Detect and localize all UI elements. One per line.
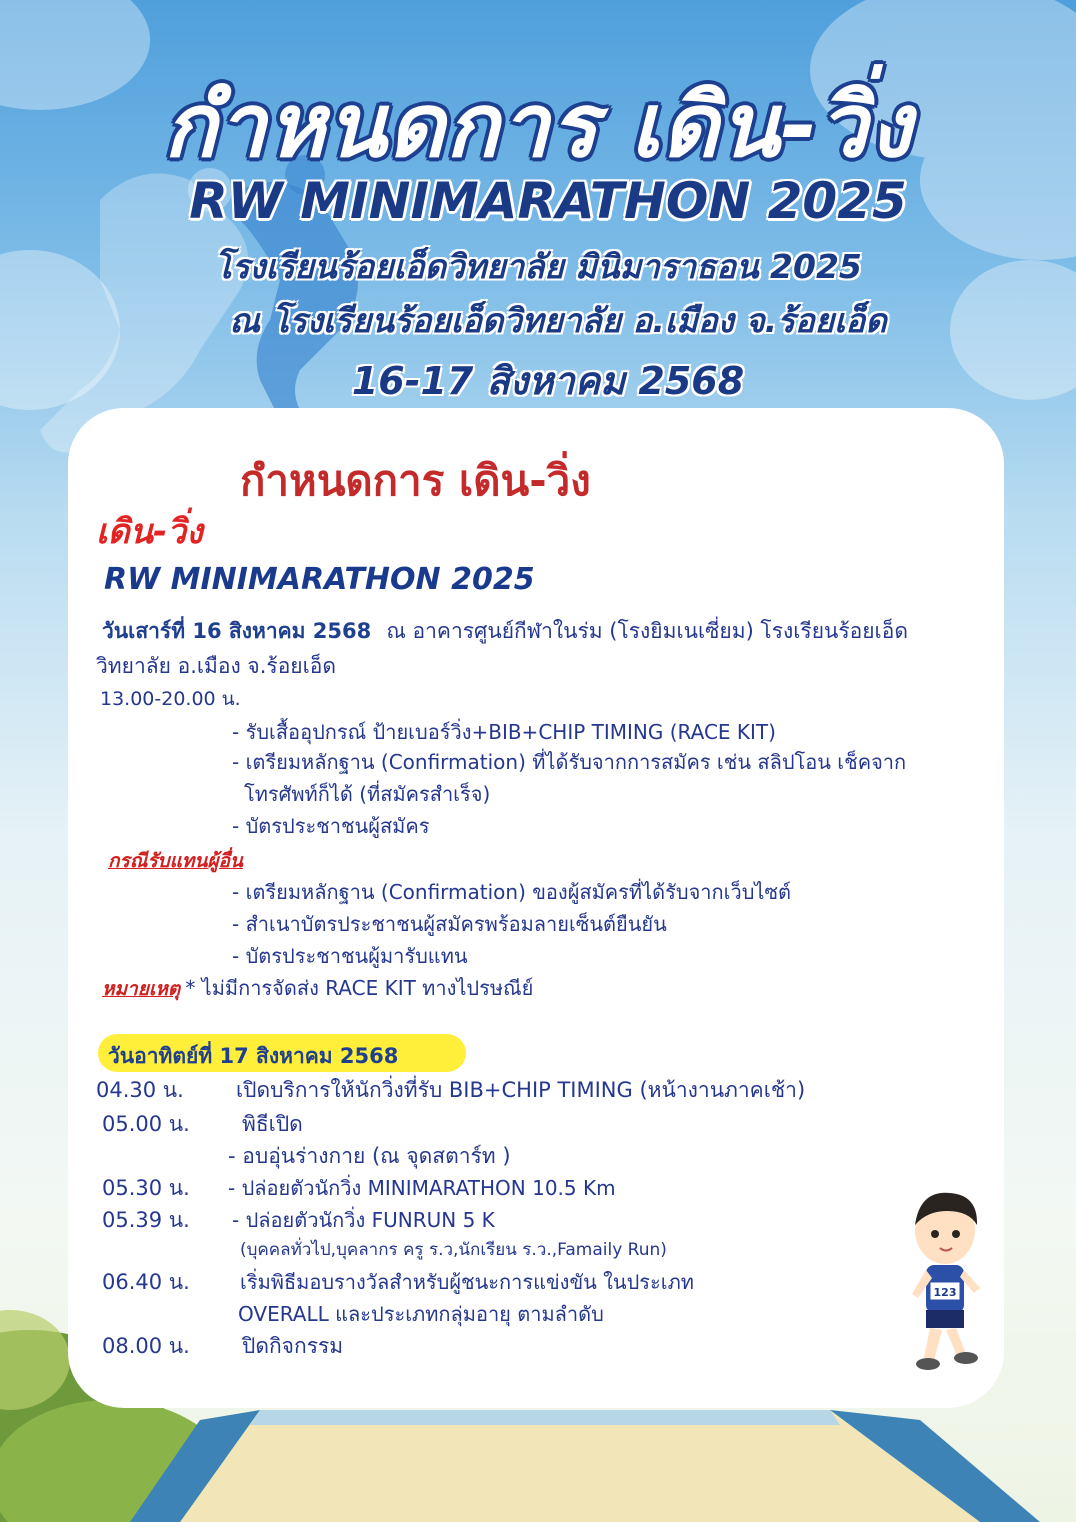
schedule-time: 04.30 น. — [96, 1078, 184, 1102]
card-event-name: RW MINIMARATHON 2025 — [104, 562, 535, 597]
proxy-heading: กรณีรับแทนผู้อื่น — [108, 850, 243, 872]
schedule-text: - ปล่อยตัวนักวิ่ง FUNRUN 5 K — [232, 1208, 495, 1232]
day1-item: - บัตรประชาชนผู้สมัคร — [232, 814, 430, 838]
event-name: RW MINIMARATHON 2025 — [189, 172, 907, 230]
runner-mascot-illustration — [900, 1190, 990, 1380]
schedule-time: 05.30 น. — [102, 1176, 190, 1200]
day1-location: ณ อาคารศูนย์กีฬาในร่ม (โรงยิมเนเซี่ยม) โรงเรียนร้อยเอ็ด — [386, 619, 908, 643]
schedule-time: 05.39 น. — [102, 1208, 190, 1232]
proxy-item: - เตรียมหลักฐาน (Confirmation) ของผู้สมัครที่ได้รับจากเว็บไซต์ — [232, 880, 792, 904]
day1-location-cont: วิทยาลัย อ.เมือง จ.ร้อยเอ็ด — [96, 654, 337, 678]
note-text: * ไม่มีการจัดส่ง RACE KIT ทางไปรษณีย์ — [185, 976, 534, 1000]
proxy-item: - บัตรประชาชนผู้มารับแทน — [232, 944, 468, 968]
day1-item: - รับเสื้ออุปกรณ์ ป้ายเบอร์วิ่ง+BIB+CHIP TIMING (RACE KIT) — [232, 720, 776, 744]
schedule-text: - ปล่อยตัวนักวิ่ง MINIMARATHON 10.5 Km — [228, 1176, 616, 1200]
schedule-text: ปิดกิจกรรม — [242, 1334, 344, 1358]
section-label: เดิน-วิ่ง — [96, 512, 203, 552]
day1-item: โทรศัพท์ก็ได้ (ที่สมัครสำเร็จ) — [244, 782, 491, 806]
day1-item: - เตรียมหลักฐาน (Confirmation) ที่ได้รับจากการสมัคร เช่น สลิปโอน เช็คจาก — [232, 750, 907, 774]
schedule-text: OVERALL และประเภทกลุ่มอายุ ตามลำดับ — [238, 1302, 604, 1326]
event-venue: ณ โรงเรียนร้อยเอ็ดวิทยาลัย อ.เมือง จ.ร้อยเอ็ด — [229, 301, 887, 340]
schedule-text: เริ่มพิธีมอบรางวัลสำหรับผู้ชนะการแข่งขัน ในประเภท — [240, 1270, 694, 1294]
day2-date: วันอาทิตย์ที่ 17 สิงหาคม 2568 — [108, 1044, 399, 1068]
day1-date: วันเสาร์ที่ 16 สิงหาคม 2568 — [102, 619, 372, 643]
note-label: หมายเหตุ — [102, 978, 181, 1000]
track-floor — [130, 1410, 1040, 1522]
schedule-text: (บุคคลทั่วไป,บุคลากร ครู ร.ว,นักเรียน ร.ว.,Famaily Run) — [240, 1240, 667, 1260]
proxy-item: - สำเนาบัตรประชาชนผู้สมัครพร้อมลายเซ็นต์ยืนยัน — [232, 912, 667, 936]
schedule-text: - อบอุ่นร่างกาย (ณ จุดสตาร์ท ) — [228, 1144, 511, 1168]
schedule-time: 08.00 น. — [102, 1334, 190, 1358]
schedule-time: 05.00 น. — [102, 1112, 190, 1136]
runner-bib-number: 123 — [933, 1286, 957, 1299]
note-line — [102, 972, 533, 1004]
schedule-text: พิธีเปิด — [242, 1112, 303, 1136]
event-dates: 16-17 สิงหาคม 2568 — [351, 359, 745, 403]
card-title: กำหนดการ เดิน-วิ่ง — [240, 456, 591, 505]
day1-line — [102, 615, 908, 648]
poster-title: กำหนดการ เดิน-วิ่ง — [163, 74, 913, 177]
event-name-thai: โรงเรียนร้อยเอ็ดวิทยาลัย มินิมาราธอน 2025 — [214, 247, 862, 286]
schedule-text: เปิดบริการให้นักวิ่งที่รับ BIB+CHIP TIMING (หน้างานภาคเช้า) — [236, 1078, 806, 1102]
day1-time: 13.00-20.00 น. — [100, 688, 241, 710]
schedule-time: 06.40 น. — [102, 1270, 190, 1294]
